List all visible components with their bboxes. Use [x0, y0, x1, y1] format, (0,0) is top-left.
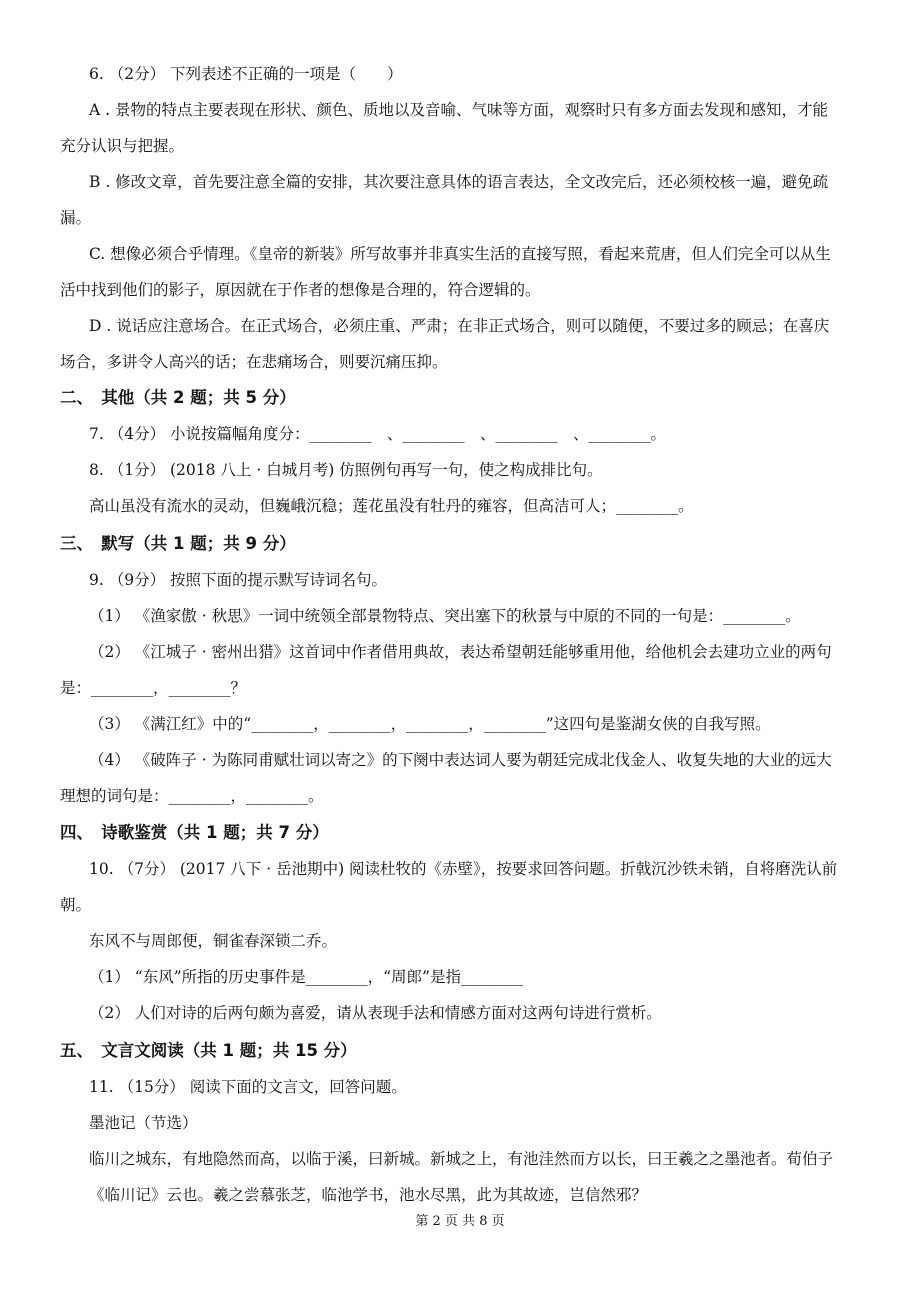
section-heading-4: 四、 诗歌鉴赏（共 1 题；共 7 分）	[60, 823, 329, 842]
q6-stem: 6. （2分） 下列表述不正确的一项是（ ）	[89, 65, 403, 83]
q10-sub2: （2） 人们对诗的后两句颇为喜爱，请从表现手法和情感方面对这两句诗进行赏析。	[89, 1004, 662, 1022]
q9-sub3: （3） 《满江红》中的“________，________，________，________”这四句是鉴湖女侠的自我写照。	[89, 715, 771, 733]
q10-poem-line: 东风不与周郎便，铜雀春深锁二乔。	[89, 932, 338, 950]
q9-sub4-cont: 理想的词句是：________，________。	[60, 787, 324, 805]
section-heading-5: 五、 文言文阅读（共 1 题；共 15 分）	[60, 1041, 357, 1060]
q8-stem: 8. （1分） (2018 八上 · 白城月考) 仿照例句再写一句，使之构成排比句。	[89, 461, 603, 479]
q9-stem: 9. （9分） 按照下面的提示默写诗词名句。	[89, 571, 388, 589]
q6-option-b: B . 修改文章，首先要注意全篇的安排，其次要注意具体的语言表达，全文改完后，还必须校核一遍，避免疏	[89, 173, 829, 191]
q10-stem: 10. （7分） (2017 八下 · 岳池期中) 阅读杜牧的《赤壁》，按要求回答问题。折戟沉沙铁未销，自将磨洗认前	[89, 860, 838, 878]
q9-sub2: （2） 《江城子 · 密州出猎》这首词中作者借用典故，表达希望朝廷能够重用他，给他机会去建功立业的两句	[89, 643, 832, 661]
q9-sub4: （4） 《破阵子 · 为陈同甫赋壮词以寄之》的下阕中表达词人要为朝廷完成北伐金人、收复失地的大业的远大	[89, 751, 832, 769]
q6-option-d: D . 说话应注意场合。在正式场合，必须庄重、严肃；在非正式场合，则可以随便，不要过多的顾忌；在喜庆	[89, 317, 830, 335]
q11-passage-line1: 临川之城东，有地隐然而高，以临于溪，曰新城。新城之上，有池洼然而方以长，曰王羲之之墨池者。荀伯子	[89, 1150, 834, 1168]
q6-option-c-cont: 活中找到他们的影子，原因就在于作者的想像是合理的，符合逻辑的。	[60, 281, 541, 299]
section-heading-2: 二、 其他（共 2 题；共 5 分）	[60, 388, 296, 407]
q11-stem: 11. （15分） 阅读下面的文言文，回答问题。	[89, 1078, 407, 1096]
q9-sub2-cont: 是：________，________？	[60, 679, 247, 697]
q6-option-b-cont: 漏。	[60, 209, 92, 227]
q6-option-a: A . 景物的特点主要表现在形状、颜色、质地以及音喻、气味等方面，观察时只有多方面去发现和感知，才能	[89, 101, 828, 119]
q10-stem-cont: 朝。	[60, 896, 92, 914]
q6-option-a-cont: 充分认识与把握。	[60, 137, 185, 155]
q11-passage-line2: 《临川记》云也。羲之尝慕张芝，临池学书，池水尽黑，此为其故迹，岂信然邪？	[89, 1186, 648, 1204]
section-heading-3: 三、 默写（共 1 题；共 9 分）	[60, 534, 296, 553]
q11-passage-title: 墨池记（节选）	[89, 1114, 198, 1132]
q7-stem: 7. （4分） 小说按篇幅角度分：________ 、________ 、________ 、________。	[89, 425, 667, 443]
q6-option-c: C. 想像必须合乎情理。《皇帝的新装》所写故事并非真实生活的直接写照，看起来荒唐，但人们完全可以从生	[89, 245, 831, 263]
page-number: 第 2 页 共 8 页	[415, 1214, 505, 1229]
q8-example: 高山虽没有流水的灵动，但巍峨沉稳；莲花虽没有牡丹的雍容，但高洁可人；________。	[89, 497, 694, 515]
q6-option-d-cont: 场合，多讲令人高兴的话；在悲痛场合，则要沉痛压抑。	[60, 353, 448, 371]
q10-sub1: （1） “东风”所指的历史事件是________，“周郎”是指________	[89, 968, 523, 986]
q9-sub1: （1） 《渔家傲 · 秋思》一词中统领全部景物特点、突出塞下的秋景与中原的不同的一句是：________。	[89, 607, 801, 625]
